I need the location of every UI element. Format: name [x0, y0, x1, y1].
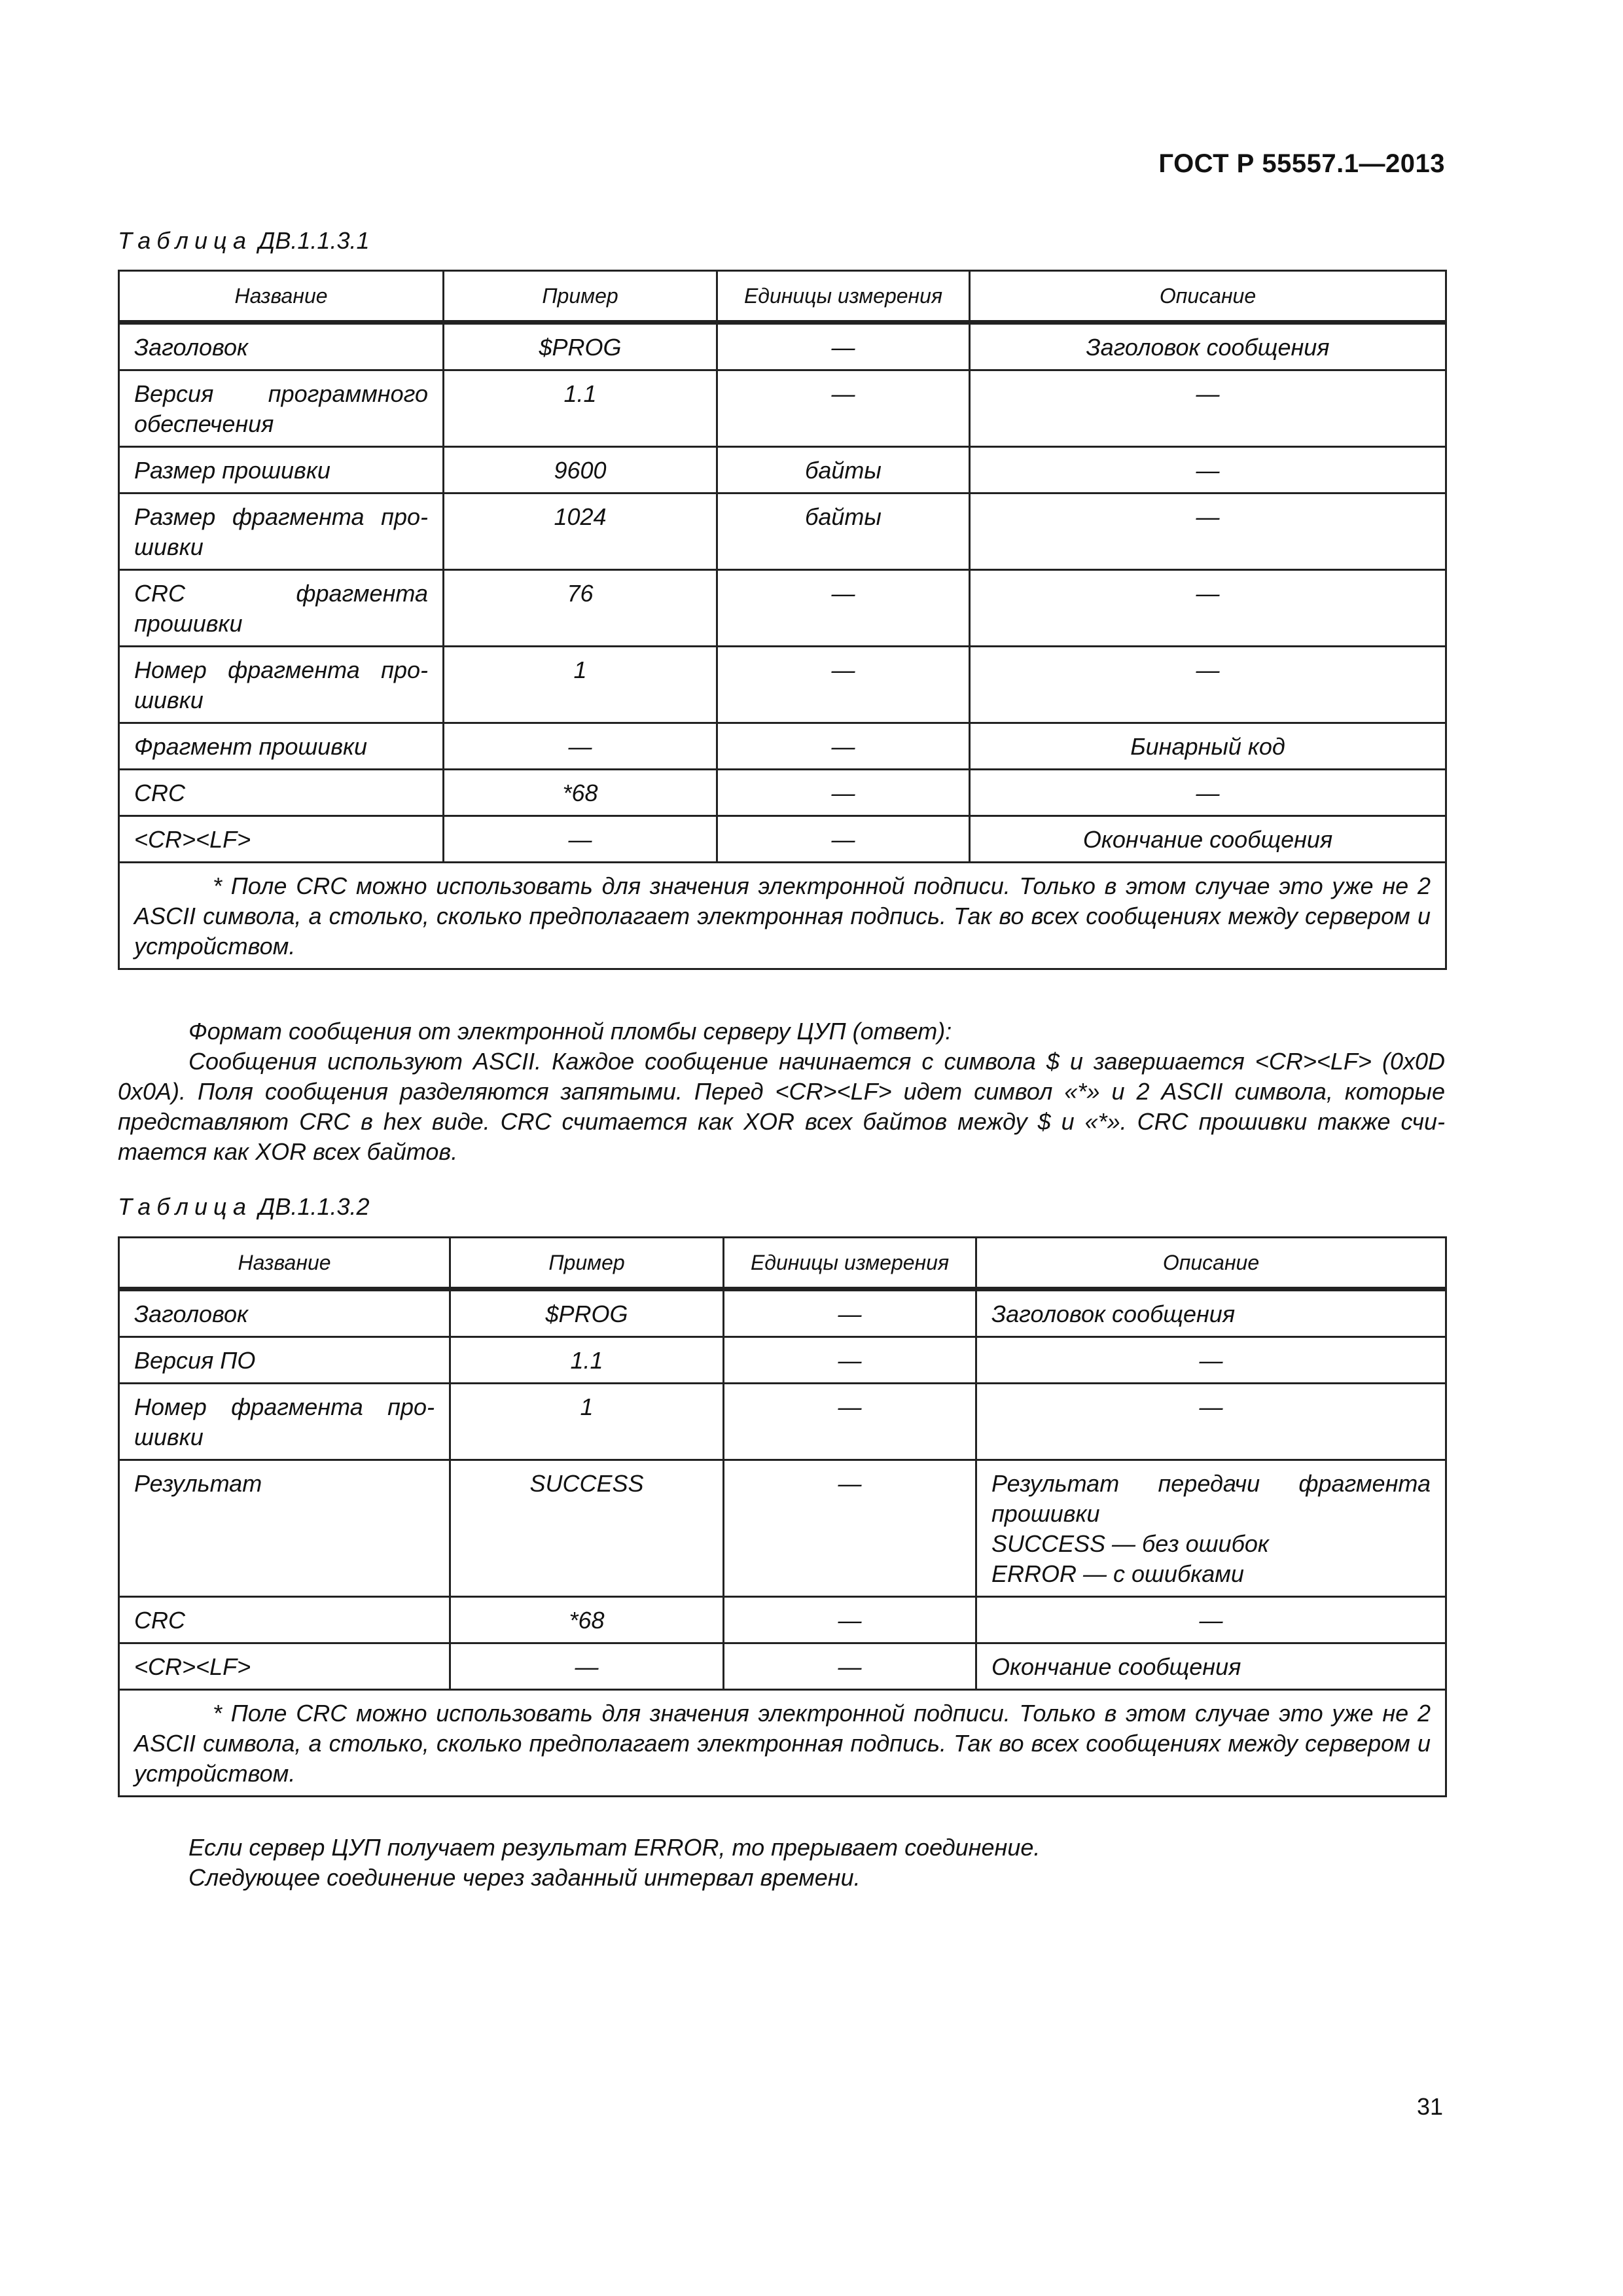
cell-unit: — — [724, 1384, 976, 1460]
cell-description: Окончание сообщения — [970, 816, 1446, 863]
cell-example: 1024 — [444, 493, 717, 570]
cell-description: — — [970, 493, 1446, 570]
table-row — [119, 570, 1446, 647]
page-number: 31 — [1416, 2093, 1443, 2120]
cell-description: — — [976, 1337, 1446, 1384]
table2-caption-id: ДВ.1.1.3.2 — [259, 1193, 370, 1220]
cell-unit: — — [717, 770, 970, 816]
cell-unit: — — [717, 647, 970, 723]
cell-name: Номер фрагмента про-шивки — [119, 647, 444, 723]
result-error-line: ERROR — с ошибками — [991, 1560, 1244, 1587]
cell-unit: — — [724, 1289, 976, 1337]
cell-name: Заголовок — [119, 323, 444, 370]
column-header: Пример — [444, 271, 717, 323]
column-header: Пример — [450, 1238, 724, 1289]
table-row — [119, 1643, 1446, 1690]
cell-name: Фрагмент прошивки — [119, 723, 444, 770]
paragraph: Сообщения используют ASCII. Каждое сообщение начинается с символа $ и завершается <CR><LF> (0x0D 0x0A). Поля сообщения разделяются запятыми. Перед <CR><LF> идет символ «*» и 2 ASCII символа, которые представляют CRC в hex виде. CRC считается как XOR всех байтов между $ и «*». CRC прошивки также счи-тается как XOR всех байтов. — [118, 1048, 1445, 1165]
column-header: Название — [119, 271, 444, 323]
cell-example: 1 — [450, 1384, 724, 1460]
cell-example: 9600 — [444, 447, 717, 493]
table-row — [119, 323, 1446, 370]
cell-description: — — [970, 570, 1446, 647]
column-header: Единицы измерения — [717, 271, 970, 323]
table2-footnote: * Поле CRC можно использовать для значения электронной подписи. Только в этом случае это уже не 2 ASCII символа, а столько, сколько предполагает электронная подпись. Так во всех сообщениях между сервером и устройством. — [119, 1690, 1446, 1797]
result-description: Результат передачи фрагмента прошивки — [991, 1470, 1431, 1527]
cell-example: 76 — [444, 570, 717, 647]
cell-description: — — [970, 370, 1446, 447]
table-row — [119, 370, 1446, 447]
table-note-row — [119, 863, 1446, 969]
column-header: Единицы измерения — [724, 1238, 976, 1289]
table1-header-row — [119, 271, 1446, 323]
table-row — [119, 447, 1446, 493]
column-header: Описание — [976, 1238, 1446, 1289]
cell-description: — — [976, 1597, 1446, 1643]
table1-caption-word: Таблица — [118, 227, 253, 254]
table-row — [119, 1337, 1446, 1384]
cell-name: Номер фрагмента про-шивки — [119, 1384, 450, 1460]
cell-example: SUCCESS — [450, 1460, 724, 1597]
result-success-line: SUCCESS — без ошибок — [991, 1530, 1269, 1557]
cell-description: Заголовок сообщения — [976, 1289, 1446, 1337]
cell-unit: — — [724, 1597, 976, 1643]
cell-description: — — [970, 647, 1446, 723]
cell-unit: — — [717, 723, 970, 770]
table2-header-row — [119, 1238, 1446, 1289]
table2-caption — [118, 1193, 369, 1221]
cell-name: Версия программного обеспечения — [119, 370, 444, 447]
cell-name: CRC — [119, 1597, 450, 1643]
cell-name: Заголовок — [119, 1289, 450, 1337]
paragraph: Если сервер ЦУП получает результат ERROR, то прерывает соединение. — [188, 1834, 1041, 1861]
cell-unit: — — [724, 1460, 976, 1597]
cell-name: CRC фрагмента прошивки — [119, 570, 444, 647]
cell-description — [976, 1460, 1446, 1597]
cell-name: Результат — [119, 1460, 450, 1597]
cell-example: *68 — [450, 1597, 724, 1643]
table1-footnote: * Поле CRC можно использовать для значения электронной подписи. Только в этом случае это уже не 2 ASCII символа, а столько, сколько предполагает электронная подпись. Так во всех сообщениях между сервером и устройством. — [119, 863, 1446, 969]
error-handling-text — [118, 1833, 1445, 1893]
cell-description: — — [976, 1384, 1446, 1460]
cell-description: Окончание сообщения — [976, 1643, 1446, 1690]
cell-example: $PROG — [450, 1289, 724, 1337]
cell-unit: байты — [717, 447, 970, 493]
table-row — [119, 647, 1446, 723]
column-header: Описание — [970, 271, 1446, 323]
cell-unit: — — [724, 1643, 976, 1690]
table2-caption-word: Таблица — [118, 1193, 253, 1220]
paragraph: Следующее соединение через заданный интервал времени. — [188, 1864, 861, 1891]
column-header: Название — [119, 1238, 450, 1289]
cell-name: Версия ПО — [119, 1337, 450, 1384]
table-row — [119, 1384, 1446, 1460]
cell-unit: — — [717, 570, 970, 647]
cell-name: <CR><LF> — [119, 816, 444, 863]
table-row — [119, 723, 1446, 770]
cell-description: — — [970, 770, 1446, 816]
cell-example: — — [444, 723, 717, 770]
cell-example: *68 — [444, 770, 717, 816]
cell-example: 1.1 — [450, 1337, 724, 1384]
table1 — [118, 270, 1447, 970]
cell-name: <CR><LF> — [119, 1643, 450, 1690]
cell-unit: — — [717, 323, 970, 370]
table-row — [119, 770, 1446, 816]
cell-example: 1 — [444, 647, 717, 723]
standard-code: ГОСТ Р 55557.1—2013 — [1158, 149, 1445, 178]
table-note-row — [119, 1690, 1446, 1797]
cell-example: 1.1 — [444, 370, 717, 447]
table2 — [118, 1236, 1447, 1797]
cell-name: Размер фрагмента про-шивки — [119, 493, 444, 570]
cell-description: Бинарный код — [970, 723, 1446, 770]
cell-name: Размер прошивки — [119, 447, 444, 493]
cell-description: Заголовок сообщения — [970, 323, 1446, 370]
table1-caption-id: ДВ.1.1.3.1 — [259, 227, 370, 254]
paragraph: Формат сообщения от электронной пломбы серверу ЦУП (ответ): — [188, 1018, 952, 1045]
cell-unit: — — [717, 370, 970, 447]
cell-description: — — [970, 447, 1446, 493]
table-row — [119, 493, 1446, 570]
cell-unit: байты — [717, 493, 970, 570]
table-row — [119, 1460, 1446, 1597]
cell-unit: — — [717, 816, 970, 863]
cell-example: — — [450, 1643, 724, 1690]
cell-example: $PROG — [444, 323, 717, 370]
cell-unit: — — [724, 1337, 976, 1384]
table-row — [119, 816, 1446, 863]
table-row — [119, 1597, 1446, 1643]
cell-name: CRC — [119, 770, 444, 816]
table-row — [119, 1289, 1446, 1337]
cell-example: — — [444, 816, 717, 863]
table1-caption — [118, 227, 369, 255]
message-format-text — [118, 1016, 1445, 1167]
